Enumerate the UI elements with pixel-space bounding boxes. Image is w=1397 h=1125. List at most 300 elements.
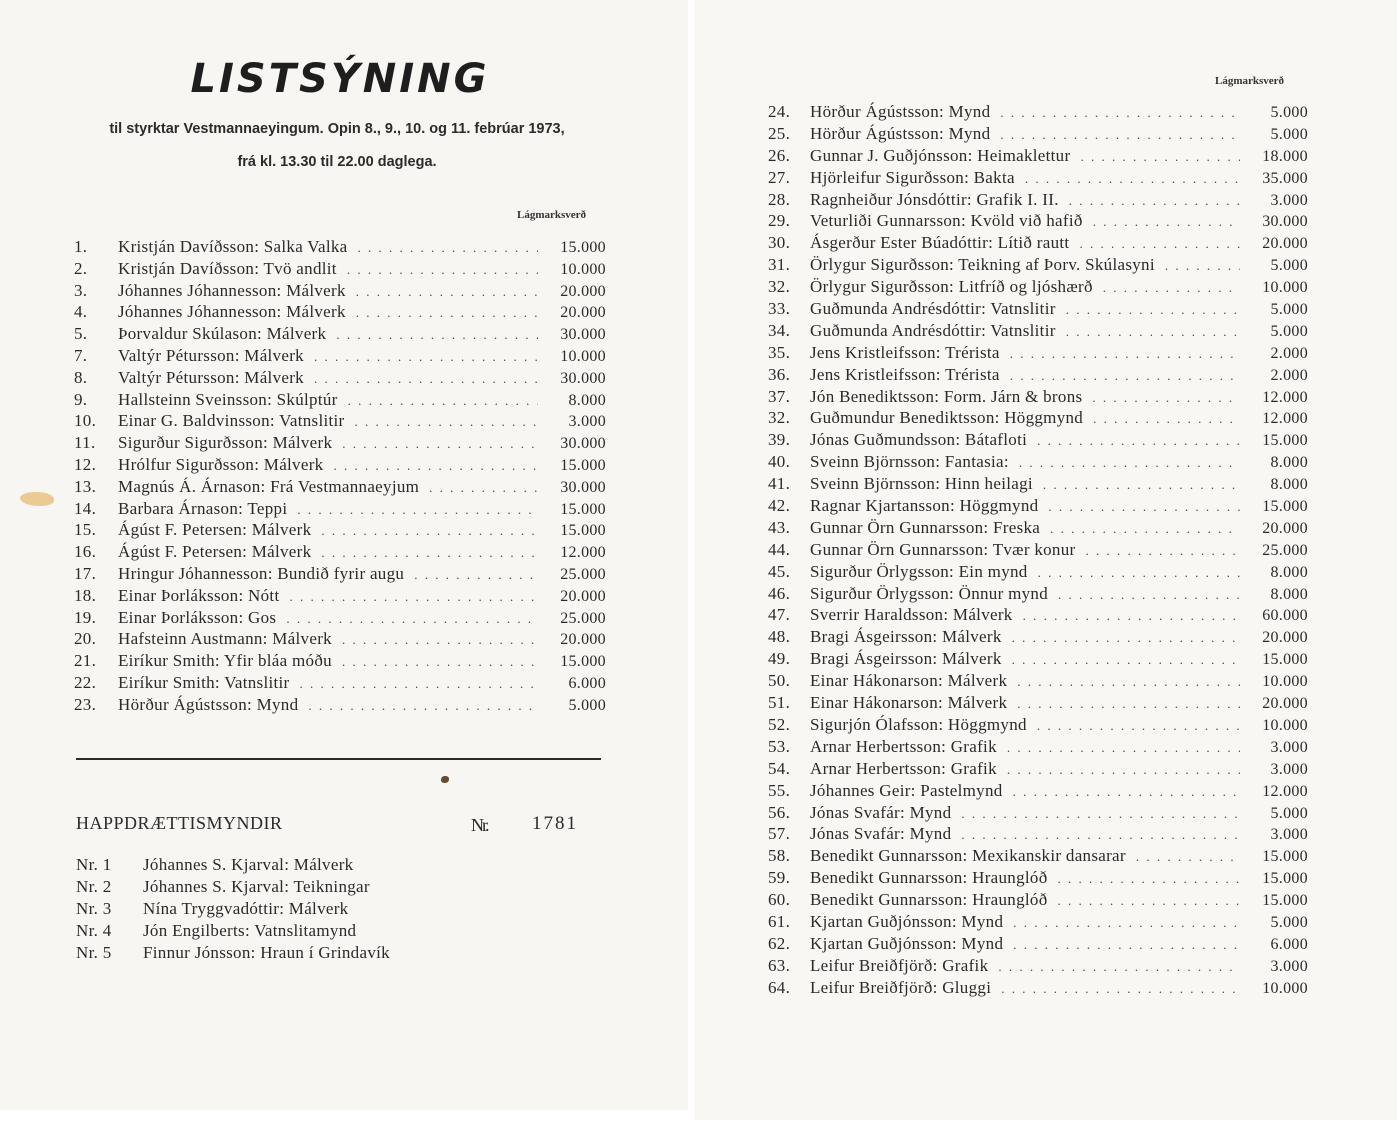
artwork-entry	[768, 584, 1308, 606]
entry-artist-title: Jóhannes Jóhannesson: Málverk	[118, 302, 346, 322]
entry-artist-title: Benedikt Gunnarsson: Hraunglóð	[810, 868, 1048, 888]
entry-artist-title: Arnar Herbertsson: Grafik	[810, 758, 997, 778]
prize-number: Nr. 3	[76, 899, 112, 918]
entry-leader-dots	[1012, 652, 1240, 668]
entry-artist-title: Sveinn Björnsson: Fantasia:	[810, 452, 1009, 472]
entry-number: 11.	[74, 433, 96, 453]
entry-leader-dots	[1050, 521, 1240, 537]
entry-leader-dots	[414, 567, 538, 583]
entry-artist-title: Jónas Svafár: Mynd	[810, 802, 952, 822]
artwork-entry	[74, 411, 606, 433]
entry-min-price: 30.000	[560, 435, 606, 453]
entry-number: 14.	[74, 498, 97, 518]
entry-leader-dots	[961, 806, 1240, 822]
entry-artist-title: Hörður Ágústsson: Mynd	[810, 102, 991, 121]
entry-leader-dots	[1093, 214, 1240, 230]
entry-artist-title: Einar Þorláksson: Gos	[118, 607, 277, 627]
entry-min-price: 5.000	[568, 696, 606, 714]
entry-number: 17.	[74, 563, 97, 583]
artwork-entry	[768, 387, 1308, 409]
entry-leader-dots	[321, 545, 538, 561]
entry-leader-dots	[1010, 346, 1240, 362]
artwork-entry	[768, 649, 1308, 671]
entry-artist-title: Hörður Ágústsson: Mynd	[118, 694, 299, 714]
entry-leader-dots	[998, 959, 1240, 975]
entry-leader-dots	[1165, 258, 1240, 274]
entry-leader-dots	[1058, 587, 1240, 603]
entry-leader-dots	[1000, 105, 1240, 121]
entry-leader-dots	[1058, 893, 1240, 909]
lottery-prize	[76, 899, 596, 921]
artwork-entry	[768, 605, 1308, 627]
artwork-entry	[74, 433, 606, 455]
entry-artist-title: Bragi Ásgeirsson: Málverk	[810, 627, 1002, 647]
entry-artist-title: Einar Hákonarson: Málverk	[810, 693, 1008, 713]
artwork-entry	[768, 518, 1308, 540]
prize-artist-title: Nína Tryggvadóttir: Málverk	[143, 899, 349, 918]
entry-artist-title: Sigurður Örlygsson: Önnur mynd	[810, 583, 1049, 603]
entry-artist-title: Veturliði Gunnarsson: Kvöld við hafið	[810, 211, 1083, 231]
artwork-entry	[74, 520, 606, 542]
entry-number: 20.	[74, 629, 97, 649]
divider	[76, 758, 601, 760]
entry-leader-dots	[314, 371, 538, 387]
artwork-entry	[74, 324, 606, 346]
entry-min-price: 10.000	[1262, 673, 1308, 691]
artwork-entry	[74, 259, 606, 281]
entry-min-price: 20.000	[1262, 629, 1308, 647]
entry-number: 49.	[768, 649, 791, 669]
page-title: LISTSÝNING	[190, 56, 490, 102]
entry-min-price: 5.000	[1270, 257, 1308, 275]
entry-artist-title: Guðmunda Andrésdóttir: Vatnslitir	[810, 320, 1056, 340]
artwork-entry	[768, 956, 1308, 978]
entry-leader-dots	[1058, 871, 1240, 887]
entry-min-price: 25.000	[560, 609, 606, 627]
entry-number: 48.	[768, 627, 791, 647]
entry-artist-title: Hallsteinn Sveinsson: Skúlptúr	[118, 389, 338, 409]
entry-number: 26.	[768, 145, 791, 165]
entry-leader-dots	[1092, 390, 1240, 406]
entry-min-price: 20.000	[1262, 695, 1308, 713]
entry-min-price: 15.000	[1262, 651, 1308, 669]
entry-leader-dots	[333, 458, 538, 474]
entry-number: 39.	[768, 430, 791, 450]
entry-min-price: 15.000	[560, 239, 606, 256]
entry-number: 33.	[768, 299, 791, 319]
entry-number: 55.	[768, 780, 791, 800]
entry-number: 4.	[74, 302, 88, 322]
entry-min-price: 5.000	[1270, 125, 1308, 143]
artwork-entry	[768, 299, 1308, 321]
entry-artist-title: Hringur Jóhannesson: Bundið fyrir augu	[118, 563, 405, 583]
artwork-entry	[768, 715, 1308, 737]
entry-number: 3.	[74, 280, 88, 300]
entry-min-price: 20.000	[560, 304, 606, 322]
entry-min-price: 20.000	[560, 631, 606, 649]
entry-artist-title: Kristján Davíðsson: Salka Valka	[118, 237, 348, 256]
subtitle-line-1: til styrktar Vestmannaeyingum. Opin 8., 9., 10. og 11. febrúar 1973,	[109, 121, 565, 137]
entry-number: 35.	[768, 342, 791, 362]
artwork-entry	[768, 321, 1308, 343]
entry-min-price: 8.000	[568, 391, 606, 409]
artwork-entry	[74, 390, 606, 412]
entry-artist-title: Barbara Árnason: Teppi	[118, 498, 288, 518]
entry-leader-dots	[1013, 937, 1240, 953]
entry-number: 34.	[768, 320, 791, 340]
lottery-title: HAPPDRÆTTISMYNDIR	[76, 813, 283, 833]
artwork-entry	[768, 146, 1308, 168]
entry-artist-title: Gunnar Örn Gunnarsson: Tvær konur	[810, 539, 1076, 559]
artwork-entry	[74, 499, 606, 521]
entry-number: 15.	[74, 520, 97, 540]
entry-leader-dots	[342, 654, 538, 670]
entry-number: 25.	[768, 123, 791, 143]
entry-min-price: 15.000	[560, 522, 606, 540]
entry-number: 53.	[768, 736, 791, 756]
entry-min-price: 8.000	[1270, 585, 1308, 603]
entry-leader-dots	[286, 611, 538, 627]
entry-artist-title: Sigurjón Ólafsson: Höggmynd	[810, 714, 1027, 734]
entry-leader-dots	[1079, 236, 1240, 252]
artwork-entry	[74, 629, 606, 651]
min-price-column-header: Lágmarksverð	[517, 209, 587, 221]
entry-artist-title: Benedikt Gunnarsson: Mexikanskir dansarar	[810, 846, 1126, 866]
entry-artist-title: Jens Kristleifsson: Trérista	[810, 342, 1000, 362]
lottery-prize	[76, 855, 596, 877]
artwork-entry	[768, 671, 1308, 693]
entry-artist-title: Ágúst F. Petersen: Málverk	[118, 542, 312, 562]
entry-artist-title: Valtýr Pétursson: Málverk	[118, 345, 304, 365]
entry-leader-dots	[355, 414, 539, 430]
entry-min-price: 30.000	[560, 478, 606, 496]
artwork-entry	[768, 868, 1308, 890]
prize-artist-title: Finnur Jónsson: Hraun í Grindavík	[143, 943, 390, 962]
artwork-entry	[768, 912, 1308, 934]
artwork-entry	[768, 190, 1308, 212]
entry-leader-dots	[1017, 696, 1240, 712]
entry-number: 52.	[768, 714, 791, 734]
entry-artist-title: Jóhannes Geir: Pastelmynd	[810, 780, 1003, 800]
entry-min-price: 3.000	[568, 413, 606, 431]
entry-number: 30.	[768, 233, 791, 253]
artwork-entry	[74, 651, 606, 673]
artwork-entry	[768, 102, 1308, 124]
entry-number: 19.	[74, 607, 97, 627]
entry-number: 44.	[768, 539, 791, 559]
artwork-entry	[768, 343, 1308, 365]
artwork-list-right	[768, 102, 1308, 1000]
entry-number: 51.	[768, 693, 791, 713]
entry-artist-title: Arnar Herbertsson: Grafik	[810, 736, 997, 756]
artwork-entry	[74, 695, 606, 717]
entry-leader-dots	[348, 393, 538, 409]
entry-number: 32.	[768, 408, 791, 428]
entry-number: 32.	[768, 277, 791, 297]
entry-min-price: 25.000	[1262, 541, 1308, 559]
entry-artist-title: Jónas Guðmundsson: Bátafloti	[810, 430, 1028, 450]
entry-min-price: 2.000	[1270, 366, 1308, 384]
artwork-entry	[768, 824, 1308, 846]
entry-min-price: 2.000	[1270, 344, 1308, 362]
artwork-entry	[74, 477, 606, 499]
entry-leader-dots	[1093, 411, 1240, 427]
entry-min-price: 8.000	[1270, 476, 1308, 494]
lottery-number-value: 1781	[532, 813, 578, 834]
artwork-entry	[768, 803, 1308, 825]
entry-leader-dots	[1012, 630, 1240, 646]
entry-number: 7.	[74, 345, 88, 365]
entry-artist-title: Leifur Breiðfjörð: Grafik	[810, 955, 989, 975]
entry-number: 46.	[768, 583, 791, 603]
prize-number: Nr. 1	[76, 855, 112, 874]
artwork-entry	[768, 934, 1308, 956]
artwork-entry	[768, 693, 1308, 715]
entry-number: 50.	[768, 671, 791, 691]
entry-number: 13.	[74, 476, 97, 496]
entry-artist-title: Ragnar Kjartansson: Höggmynd	[810, 496, 1039, 516]
entry-leader-dots	[1043, 477, 1240, 493]
entry-number: 28.	[768, 189, 791, 209]
artwork-entry	[768, 627, 1308, 649]
entry-leader-dots	[356, 284, 538, 300]
entry-min-price: 15.000	[560, 653, 606, 671]
entry-artist-title: Hörður Ágústsson: Mynd	[810, 123, 991, 143]
entry-artist-title: Örlygur Sigurðsson: Litfríð og ljóshærð	[810, 277, 1093, 297]
entry-leader-dots	[1013, 915, 1240, 931]
entry-artist-title: Kristján Davíðsson: Tvö andlit	[118, 258, 337, 278]
artwork-entry	[768, 781, 1308, 803]
entry-artist-title: Guðmundur Benediktsson: Höggmynd	[810, 408, 1084, 428]
entry-leader-dots	[1066, 302, 1240, 318]
entry-min-price: 20.000	[560, 587, 606, 605]
entry-leader-dots	[358, 240, 539, 256]
entry-min-price: 15.000	[560, 500, 606, 518]
entry-artist-title: Jóhannes Jóhannesson: Málverk	[118, 280, 346, 300]
entry-min-price: 5.000	[1270, 804, 1308, 822]
entry-min-price: 3.000	[1270, 191, 1308, 209]
entry-min-price: 6.000	[568, 674, 606, 692]
artwork-entry	[768, 846, 1308, 868]
entry-min-price: 15.000	[1262, 432, 1308, 450]
entry-number: 57.	[768, 824, 791, 844]
entry-min-price: 5.000	[1270, 301, 1308, 319]
artwork-entry	[768, 408, 1308, 430]
artwork-entry	[768, 474, 1308, 496]
entry-artist-title: Ágúst F. Petersen: Málverk	[118, 520, 312, 540]
prize-artist-title: Jón Engilberts: Vatnslitamynd	[143, 921, 357, 940]
entry-artist-title: Hafsteinn Austmann: Málverk	[118, 629, 332, 649]
entry-leader-dots	[347, 262, 538, 278]
entry-min-price: 12.000	[560, 544, 606, 562]
entry-leader-dots	[356, 305, 538, 321]
entry-leader-dots	[1007, 740, 1240, 756]
entry-leader-dots	[1017, 674, 1240, 690]
entry-number: 36.	[768, 364, 791, 384]
entry-min-price: 10.000	[1262, 279, 1308, 297]
entry-number: 5.	[74, 324, 88, 344]
entry-min-price: 8.000	[1270, 563, 1308, 581]
entry-min-price: 20.000	[1262, 235, 1308, 253]
artwork-entry	[768, 890, 1308, 912]
entry-leader-dots	[1001, 981, 1240, 997]
entry-min-price: 18.000	[1262, 147, 1308, 165]
entry-number: 59.	[768, 868, 791, 888]
entry-artist-title: Jónas Svafár: Mynd	[810, 824, 952, 844]
entry-leader-dots	[342, 436, 538, 452]
artwork-entry	[768, 978, 1308, 1000]
entry-number: 61.	[768, 911, 791, 931]
entry-number: 47.	[768, 605, 791, 625]
entry-number: 54.	[768, 758, 791, 778]
entry-artist-title: Gunnar J. Guðjónsson: Heimaklettur	[810, 145, 1071, 165]
paper-stain	[20, 492, 54, 506]
entry-number: 64.	[768, 977, 791, 997]
entry-artist-title: Kjartan Guðjónsson: Mynd	[810, 933, 1004, 953]
entry-leader-dots	[297, 502, 538, 518]
artwork-entry	[74, 281, 606, 303]
entry-leader-dots	[1007, 762, 1240, 778]
artwork-entry	[74, 608, 606, 630]
entry-leader-dots	[1010, 368, 1240, 384]
entry-min-price: 30.000	[560, 326, 606, 344]
prize-number: Nr. 5	[76, 943, 112, 962]
entry-number: 43.	[768, 517, 791, 537]
entry-min-price: 3.000	[1270, 826, 1308, 844]
entry-min-price: 10.000	[1262, 716, 1308, 734]
entry-number: 2.	[74, 258, 88, 278]
entry-number: 63.	[768, 955, 791, 975]
entry-number: 12.	[74, 454, 97, 474]
entry-min-price: 8.000	[1270, 454, 1308, 472]
entry-leader-dots	[300, 676, 538, 692]
entry-min-price: 6.000	[1270, 935, 1308, 953]
entry-min-price: 15.000	[1262, 848, 1308, 866]
artwork-entry	[768, 540, 1308, 562]
entry-leader-dots	[1037, 718, 1240, 734]
artwork-entry	[768, 496, 1308, 518]
artwork-entry	[768, 168, 1308, 190]
entry-leader-dots	[1038, 565, 1240, 581]
entry-artist-title: Örlygur Sigurðsson: Teikning af Þorv. Skúlasyni	[810, 255, 1155, 275]
prize-number: Nr. 4	[76, 921, 112, 940]
entry-number: 8.	[74, 367, 88, 387]
entry-min-price: 15.000	[1262, 870, 1308, 888]
entry-min-price: 15.000	[1262, 498, 1308, 516]
entry-leader-dots	[1019, 455, 1240, 471]
entry-min-price: 5.000	[1270, 913, 1308, 931]
entry-number: 40.	[768, 452, 791, 472]
entry-number: 58.	[768, 846, 791, 866]
entry-number: 42.	[768, 496, 791, 516]
entry-artist-title: Ragnheiður Jónsdóttir: Grafik I. II.	[810, 189, 1059, 209]
entry-artist-title: Gunnar Örn Gunnarsson: Freska	[810, 517, 1041, 537]
entry-number: 27.	[768, 167, 791, 187]
entry-number: 22.	[74, 672, 97, 692]
entry-min-price: 12.000	[1262, 782, 1308, 800]
entry-min-price: 10.000	[560, 347, 606, 365]
entry-leader-dots	[1000, 127, 1240, 143]
entry-artist-title: Einar Hákonarson: Málverk	[810, 671, 1008, 691]
entry-artist-title: Guðmunda Andrésdóttir: Vatnslitir	[810, 299, 1056, 319]
artwork-entry	[74, 455, 606, 477]
entry-min-price: 5.000	[1270, 322, 1308, 340]
entry-leader-dots	[1023, 608, 1240, 624]
lottery-number-label: Nr.	[471, 815, 488, 835]
entry-artist-title: Hrólfur Sigurðsson: Málverk	[118, 454, 324, 474]
entry-leader-dots	[314, 349, 538, 365]
artwork-entry	[74, 542, 606, 564]
entry-number: 29.	[768, 211, 791, 231]
prize-artist-title: Jóhannes S. Kjarval: Málverk	[143, 855, 354, 874]
prize-number: Nr. 2	[76, 877, 112, 896]
entry-min-price: 30.000	[1262, 213, 1308, 231]
entry-number: 16.	[74, 542, 97, 562]
entry-min-price: 30.000	[560, 369, 606, 387]
entry-min-price: 3.000	[1270, 760, 1308, 778]
entry-min-price: 35.000	[1262, 169, 1308, 187]
right-page	[694, 0, 1397, 1120]
entry-min-price: 5.000	[1270, 104, 1308, 121]
artwork-entry	[768, 737, 1308, 759]
entry-leader-dots	[1080, 149, 1240, 165]
entry-min-price: 20.000	[1262, 519, 1308, 537]
entry-artist-title: Kjartan Guðjónsson: Mynd	[810, 911, 1004, 931]
entry-artist-title: Sveinn Björnsson: Hinn heilagi	[810, 474, 1033, 494]
entry-artist-title: Jón Benediktsson: Form. Járn & brons	[810, 386, 1083, 406]
entry-min-price: 12.000	[1262, 388, 1308, 406]
min-price-column-header: Lágmarksverð	[1215, 75, 1285, 87]
artwork-entry	[768, 365, 1308, 387]
entry-number: 45.	[768, 561, 791, 581]
entry-min-price: 15.000	[560, 456, 606, 474]
entry-number: 56.	[768, 802, 791, 822]
entry-artist-title: Einar G. Baldvinsson: Vatnslitir	[118, 411, 345, 431]
artwork-entry	[768, 233, 1308, 255]
entry-leader-dots	[308, 698, 538, 714]
entry-min-price: 60.000	[1262, 607, 1308, 625]
lottery-prize	[76, 877, 596, 899]
entry-number: 18.	[74, 585, 97, 605]
entry-artist-title: Sverrir Haraldsson: Málverk	[810, 605, 1013, 625]
entry-leader-dots	[1066, 324, 1240, 340]
entry-leader-dots	[1013, 784, 1240, 800]
entry-number: 10.	[74, 411, 97, 431]
entry-number: 37.	[768, 386, 791, 406]
entry-leader-dots	[321, 523, 538, 539]
entry-min-price: 12.000	[1262, 410, 1308, 428]
artwork-entry	[74, 586, 606, 608]
artwork-entry	[768, 124, 1308, 146]
lottery-prize	[76, 943, 596, 965]
artwork-entry	[74, 564, 606, 586]
ink-smudge	[441, 776, 449, 783]
lottery-prize-list	[76, 855, 596, 965]
artwork-entry	[768, 255, 1308, 277]
artwork-entry	[74, 237, 606, 259]
entry-artist-title: Þorvaldur Skúlason: Málverk	[118, 324, 327, 344]
artwork-entry	[768, 759, 1308, 781]
entry-leader-dots	[961, 827, 1240, 843]
entry-min-price: 10.000	[1262, 979, 1308, 997]
entry-leader-dots	[1103, 280, 1240, 296]
entry-leader-dots	[336, 327, 538, 343]
artwork-entry	[74, 346, 606, 368]
left-page	[0, 0, 688, 1110]
entry-leader-dots	[1048, 499, 1240, 515]
entry-leader-dots	[1086, 543, 1241, 559]
artwork-entry	[768, 277, 1308, 299]
